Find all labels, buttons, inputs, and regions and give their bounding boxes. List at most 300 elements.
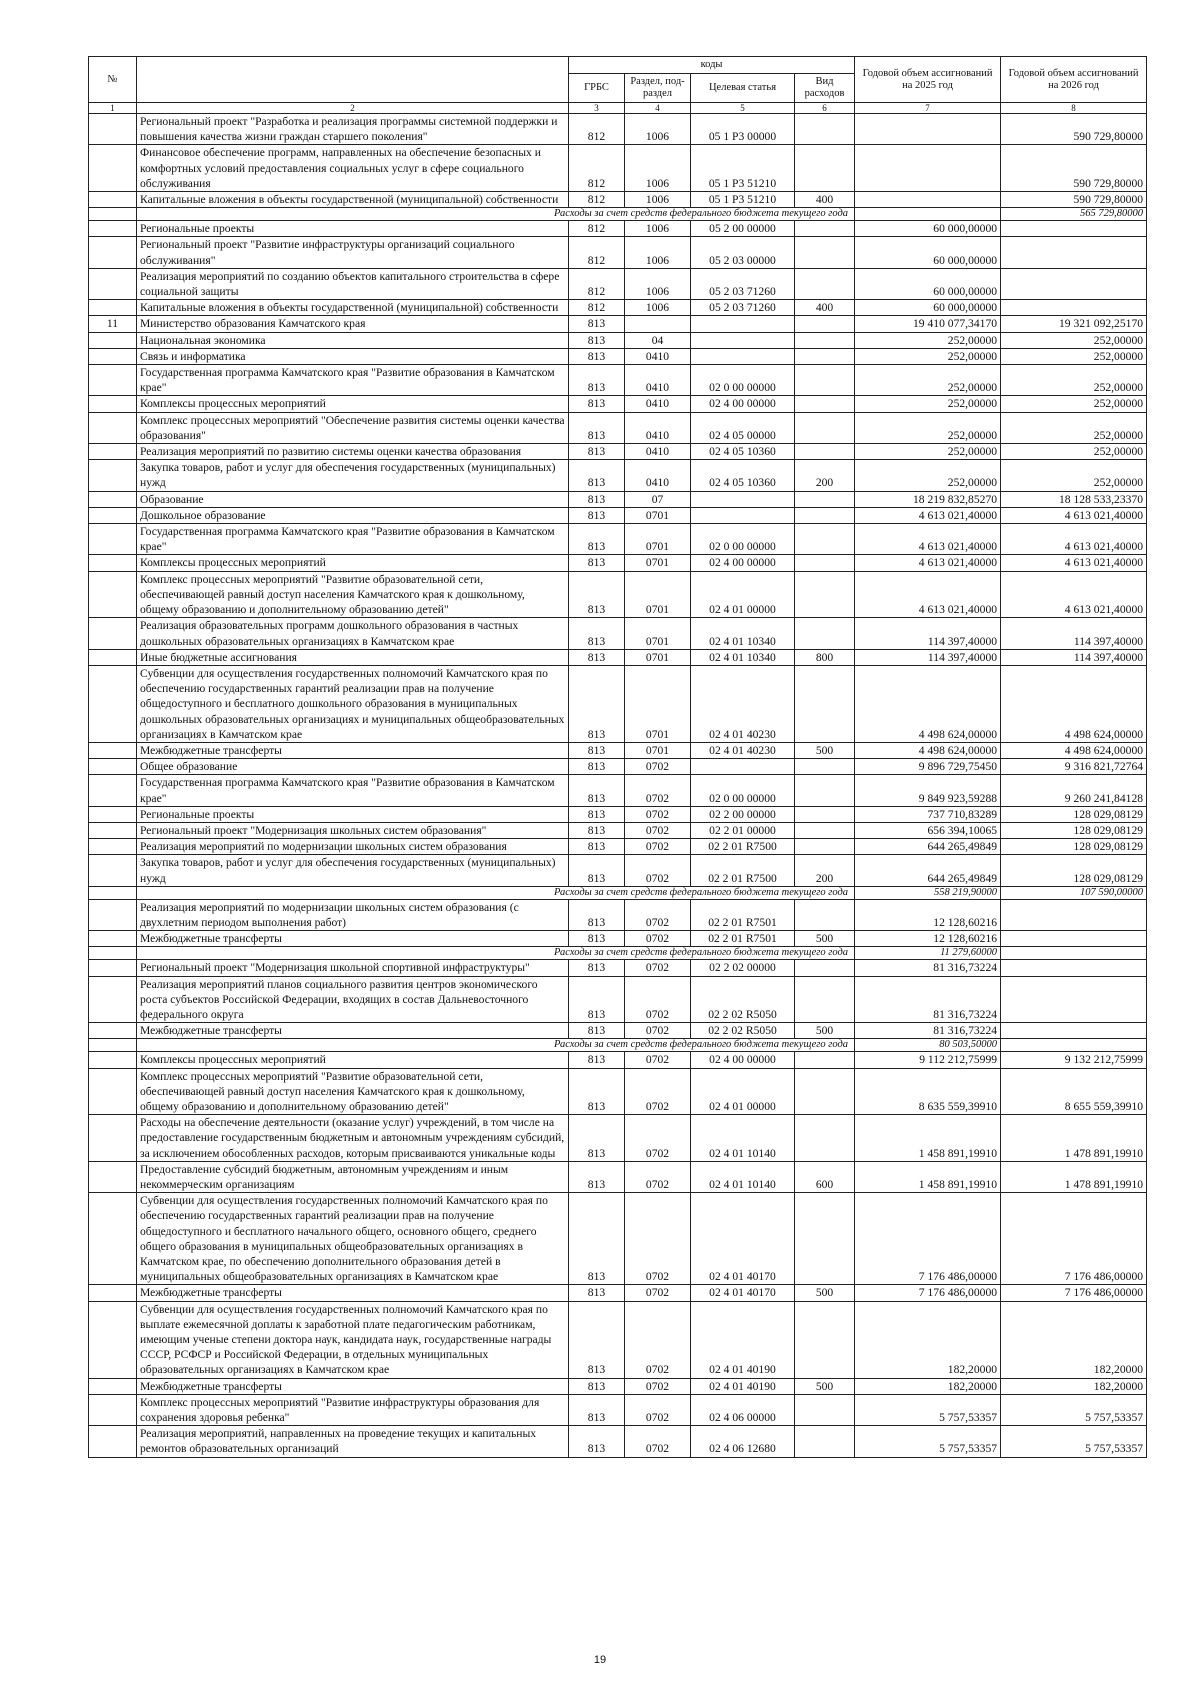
expense-name: Государственная программа Камчатского края "Развитие образования в Камчатском крае": [137, 524, 569, 555]
amount-2026: 19 321 092,25170: [1001, 316, 1147, 332]
column-index: 1: [89, 103, 137, 114]
column-index: 5: [691, 103, 795, 114]
grbs-code: 813: [569, 444, 625, 460]
expense-name: Межбюджетные трансферты: [137, 1285, 569, 1301]
expense-kind-code: [795, 145, 855, 192]
section-code: 0702: [625, 1378, 691, 1394]
row-number: [89, 976, 137, 1023]
note-label: Расходы за счет средств федерального бюджета текущего года: [137, 886, 855, 899]
amount-2026: 182,20000: [1001, 1301, 1147, 1378]
row-number: [89, 444, 137, 460]
page-number: 19: [593, 1654, 607, 1666]
expense-kind-code: [795, 618, 855, 649]
expense-kind-code: [795, 1052, 855, 1068]
grbs-code: 813: [569, 316, 625, 332]
grbs-code: 813: [569, 1426, 625, 1457]
section-code: 0702: [625, 1426, 691, 1457]
amount-2026: 128 029,08129: [1001, 822, 1147, 838]
table-row: [89, 1378, 1147, 1394]
header-section: Раздел, под-раздел: [625, 74, 691, 103]
amount-2026: 252,00000: [1001, 396, 1147, 412]
row-number: [89, 300, 137, 316]
grbs-code: 813: [569, 742, 625, 758]
section-code: 0702: [625, 775, 691, 806]
amount-2025: 1 458 891,19910: [855, 1161, 1001, 1192]
section-code: 0702: [625, 1052, 691, 1068]
amount-2026: [1001, 268, 1147, 299]
note-label: Расходы за счет средств федерального бюджета текущего года: [137, 1039, 855, 1052]
target-article-code: 05 2 03 00000: [691, 237, 795, 268]
row-number: [89, 839, 137, 855]
row-number: [89, 649, 137, 665]
section-code: 0702: [625, 960, 691, 976]
target-article-code: [691, 348, 795, 364]
expense-kind-code: 500: [795, 1023, 855, 1039]
table-row: [89, 332, 1147, 348]
section-code: 0410: [625, 460, 691, 491]
table-row: [89, 348, 1147, 364]
expense-name: Расходы на обеспечение деятельности (оказание услуг) учреждений, в том числе на предоставление государственным бюджетным и автономным учреждениям субсидий, за исключением обособленных расходов, которым присваиваются уникальные коды: [137, 1115, 569, 1162]
expense-kind-code: 500: [795, 931, 855, 947]
amount-2026: 114 397,40000: [1001, 618, 1147, 649]
expense-name: Закупка товаров, работ и услуг для обеспечения государственных (муниципальных) нужд: [137, 855, 569, 886]
section-code: 0410: [625, 365, 691, 396]
amount-2026: [1001, 960, 1147, 976]
target-article-code: 05 1 P3 51210: [691, 192, 795, 208]
row-number: [89, 806, 137, 822]
grbs-code: 812: [569, 221, 625, 237]
table-row: [89, 1394, 1147, 1425]
target-article-code: 02 2 01 00000: [691, 822, 795, 838]
target-article-code: 02 4 05 10360: [691, 444, 795, 460]
table-row: [89, 855, 1147, 886]
expense-kind-code: [795, 491, 855, 507]
federal-funds-note-row: [89, 947, 1147, 960]
section-code: 0701: [625, 524, 691, 555]
amount-2026: 4 613 021,40000: [1001, 507, 1147, 523]
section-code: 1006: [625, 192, 691, 208]
amount-2025: 81 316,73224: [855, 960, 1001, 976]
table-row: [89, 839, 1147, 855]
amount-2025: 7 176 486,00000: [855, 1285, 1001, 1301]
expense-kind-code: 500: [795, 1285, 855, 1301]
table-row: [89, 316, 1147, 332]
grbs-code: 813: [569, 960, 625, 976]
expense-name: Реализация мероприятий по модернизации школьных систем образования (с двухлетним периодом выполнения работ): [137, 899, 569, 930]
table-row: [89, 192, 1147, 208]
expense-kind-code: 600: [795, 1161, 855, 1192]
section-code: 0702: [625, 1115, 691, 1162]
federal-funds-note-row: [89, 886, 1147, 899]
table-row: [89, 507, 1147, 523]
row-number: [89, 365, 137, 396]
expense-name: Региональные проекты: [137, 806, 569, 822]
expense-name: Межбюджетные трансферты: [137, 931, 569, 947]
amount-2026: 128 029,08129: [1001, 839, 1147, 855]
amount-2025: 60 000,00000: [855, 300, 1001, 316]
row-number: [89, 886, 137, 899]
expense-name: Закупка товаров, работ и услуг для обеспечения государственных (муниципальных) нужд: [137, 460, 569, 491]
target-article-code: 02 4 01 10140: [691, 1115, 795, 1162]
amount-2026: 7 176 486,00000: [1001, 1193, 1147, 1285]
expense-name: Финансовое обеспечение программ, направленных на обеспечение безопасных и комфортных условий предоставления социальных услуг в сфере социального обслуживания: [137, 145, 569, 192]
table-row: [89, 759, 1147, 775]
expense-name: Комплекс процессных мероприятий "Развитие инфраструктуры образования для сохранения здоровья ребенка": [137, 1394, 569, 1425]
expense-kind-code: [795, 396, 855, 412]
amount-2025: 60 000,00000: [855, 237, 1001, 268]
target-article-code: 05 2 00 00000: [691, 221, 795, 237]
target-article-code: 02 2 02 R5050: [691, 976, 795, 1023]
grbs-code: 813: [569, 839, 625, 855]
expense-name: Государственная программа Камчатского края "Развитие образования в Камчатском крае": [137, 775, 569, 806]
table-row: [89, 806, 1147, 822]
grbs-code: 813: [569, 822, 625, 838]
amount-2026: 5 757,53357: [1001, 1394, 1147, 1425]
expense-kind-code: 200: [795, 460, 855, 491]
row-number: [89, 759, 137, 775]
expense-name: Комплекс процессных мероприятий "Развитие образовательной сети, обеспечивающей равный доступ населения Камчатского края к дошкольному, общему образованию и дополнительному образованию детей": [137, 571, 569, 618]
target-article-code: 02 4 01 10140: [691, 1161, 795, 1192]
row-number: [89, 268, 137, 299]
section-code: 1006: [625, 237, 691, 268]
expense-kind-code: [795, 268, 855, 299]
row-number: [89, 775, 137, 806]
row-number: [89, 960, 137, 976]
amount-2025: 252,00000: [855, 365, 1001, 396]
grbs-code: 812: [569, 268, 625, 299]
amount-2025: 252,00000: [855, 444, 1001, 460]
header-num: №: [89, 57, 137, 103]
row-number: [89, 1023, 137, 1039]
expense-name: Субвенции для осуществления государственных полномочий Камчатского края по обеспечению государственных гарантий реализации прав на получение общедоступного и бесплатного начального общего, основного общего, среднего общего образования в муниципальных общеобразовательных организациях в Камчатском крае, по обеспечению дополнительного образования детей в муниципальных общеобразовательных организациях в Камчатском крае: [137, 1193, 569, 1285]
column-index: 4: [625, 103, 691, 114]
amount-2026: 4 613 021,40000: [1001, 571, 1147, 618]
grbs-code: 813: [569, 507, 625, 523]
section-code: 07: [625, 491, 691, 507]
expense-kind-code: [795, 1394, 855, 1425]
amount-2026: 4 613 021,40000: [1001, 524, 1147, 555]
note-amount-2025: 80 503,50000: [855, 1039, 1001, 1052]
grbs-code: 812: [569, 114, 625, 145]
table-row: [89, 524, 1147, 555]
amount-2025: 18 219 832,85270: [855, 491, 1001, 507]
section-code: 0702: [625, 822, 691, 838]
amount-2026: 114 397,40000: [1001, 649, 1147, 665]
target-article-code: 02 4 01 40170: [691, 1193, 795, 1285]
table-row: [89, 976, 1147, 1023]
expense-kind-code: 500: [795, 742, 855, 758]
row-number: [89, 208, 137, 221]
note-label: Расходы за счет средств федерального бюджета текущего года: [137, 208, 855, 221]
target-article-code: [691, 316, 795, 332]
expense-name: Комплекс процессных мероприятий "Обеспечение развития системы оценки качества образования": [137, 412, 569, 443]
expense-name: Комплексы процессных мероприятий: [137, 1052, 569, 1068]
amount-2026: 590 729,80000: [1001, 145, 1147, 192]
table-row: [89, 444, 1147, 460]
section-code: 0701: [625, 742, 691, 758]
table-row: [89, 665, 1147, 742]
amount-2026: [1001, 976, 1147, 1023]
table-header: [89, 57, 1147, 114]
expense-name: Капитальные вложения в объекты государственной (муниципальной) собственности: [137, 192, 569, 208]
section-code: 0702: [625, 855, 691, 886]
target-article-code: [691, 491, 795, 507]
target-article-code: 02 4 01 10340: [691, 649, 795, 665]
amount-2026: [1001, 899, 1147, 930]
target-article-code: 05 1 P3 51210: [691, 145, 795, 192]
expense-kind-code: [795, 1193, 855, 1285]
target-article-code: 02 2 01 R7501: [691, 931, 795, 947]
grbs-code: 812: [569, 192, 625, 208]
expense-name: Комплексы процессных мероприятий: [137, 555, 569, 571]
row-number: [89, 1052, 137, 1068]
expense-name: Реализация мероприятий планов социального развития центров экономического роста субъектов Российской Федерации, входящих в состав Дальневосточного федерального округа: [137, 976, 569, 1023]
column-index-row: [89, 103, 1147, 114]
section-code: 0701: [625, 649, 691, 665]
amount-2026: 9 132 212,75999: [1001, 1052, 1147, 1068]
section-code: 0701: [625, 618, 691, 649]
target-article-code: 02 4 05 10360: [691, 460, 795, 491]
row-number: [89, 145, 137, 192]
grbs-code: 813: [569, 332, 625, 348]
table-row: [89, 571, 1147, 618]
section-code: 1006: [625, 114, 691, 145]
expense-kind-code: [795, 524, 855, 555]
table-row: [89, 268, 1147, 299]
expense-kind-code: 200: [795, 855, 855, 886]
grbs-code: 813: [569, 1068, 625, 1115]
amount-2026: [1001, 221, 1147, 237]
row-number: 11: [89, 316, 137, 332]
expense-kind-code: [795, 960, 855, 976]
grbs-code: 813: [569, 1115, 625, 1162]
expense-name: Региональный проект "Модернизация школьных систем образования": [137, 822, 569, 838]
grbs-code: 813: [569, 855, 625, 886]
row-number: [89, 618, 137, 649]
grbs-code: 813: [569, 1023, 625, 1039]
expense-name: Предоставление субсидий бюджетным, автономным учреждениям и иным некоммерческим организациям: [137, 1161, 569, 1192]
amount-2026: [1001, 1023, 1147, 1039]
amount-2025: 656 394,10065: [855, 822, 1001, 838]
grbs-code: 813: [569, 1394, 625, 1425]
grbs-code: 813: [569, 1301, 625, 1378]
expense-kind-code: [795, 775, 855, 806]
row-number: [89, 396, 137, 412]
table-row: [89, 365, 1147, 396]
table-row: [89, 1161, 1147, 1192]
amount-2025: 5 757,53357: [855, 1426, 1001, 1457]
section-code: 0701: [625, 665, 691, 742]
grbs-code: 813: [569, 976, 625, 1023]
amount-2026: 128 029,08129: [1001, 806, 1147, 822]
amount-2025: 252,00000: [855, 460, 1001, 491]
expense-kind-code: [795, 1426, 855, 1457]
expense-kind-code: [795, 114, 855, 145]
expense-name: Капитальные вложения в объекты государственной (муниципальной) собственности: [137, 300, 569, 316]
amount-2025: 12 128,60216: [855, 899, 1001, 930]
amount-2026: 128 029,08129: [1001, 855, 1147, 886]
row-number: [89, 555, 137, 571]
amount-2026: 590 729,80000: [1001, 114, 1147, 145]
header-name: [137, 57, 569, 103]
expense-kind-code: 400: [795, 192, 855, 208]
section-code: 0702: [625, 1161, 691, 1192]
target-article-code: 02 0 00 00000: [691, 365, 795, 396]
grbs-code: 813: [569, 396, 625, 412]
target-article-code: 02 4 01 40190: [691, 1301, 795, 1378]
expense-name: Реализация образовательных программ дошкольного образования в частных дошкольных образовательных организациях в Камчатском крае: [137, 618, 569, 649]
grbs-code: 813: [569, 460, 625, 491]
row-number: [89, 114, 137, 145]
expense-name: Региональный проект "Развитие инфраструктуры организаций социального обслуживания": [137, 237, 569, 268]
expense-kind-code: [795, 332, 855, 348]
row-number: [89, 332, 137, 348]
target-article-code: 02 4 01 00000: [691, 1068, 795, 1115]
row-number: [89, 221, 137, 237]
row-number: [89, 571, 137, 618]
grbs-code: 813: [569, 1052, 625, 1068]
amount-2026: 252,00000: [1001, 348, 1147, 364]
expense-name: Реализация мероприятий по модернизации школьных систем образования: [137, 839, 569, 855]
amount-2025: 114 397,40000: [855, 618, 1001, 649]
section-code: 0701: [625, 555, 691, 571]
expense-name: Комплексы процессных мероприятий: [137, 396, 569, 412]
amount-2025: 644 265,49849: [855, 839, 1001, 855]
expense-name: Межбюджетные трансферты: [137, 1023, 569, 1039]
expense-kind-code: 800: [795, 649, 855, 665]
amount-2025: 60 000,00000: [855, 221, 1001, 237]
amount-2025: 252,00000: [855, 396, 1001, 412]
header-codes: коды: [569, 57, 855, 74]
section-code: 0410: [625, 348, 691, 364]
expense-name: Национальная экономика: [137, 332, 569, 348]
target-article-code: 05 2 03 71260: [691, 300, 795, 316]
table-row: [89, 1023, 1147, 1039]
amount-2025: [855, 114, 1001, 145]
column-index: 7: [855, 103, 1001, 114]
note-amount-2025: 11 279,60000: [855, 947, 1001, 960]
row-number: [89, 1115, 137, 1162]
expense-name: Общее образование: [137, 759, 569, 775]
grbs-code: 813: [569, 806, 625, 822]
row-number: [89, 931, 137, 947]
section-code: 1006: [625, 221, 691, 237]
row-number: [89, 524, 137, 555]
expense-name: Субвенции для осуществления государственных полномочий Камчатского края по выплате ежемесячной доплаты к заработной плате педагогическим работникам, имеющим ученые степени доктора наук, кандидата наук, государственные награды СССР, РСФСР и Российской Федерации, в отдельных муниципальных образовательных организациях в Камчатском крае: [137, 1301, 569, 1378]
amount-2025: 4 613 021,40000: [855, 555, 1001, 571]
amount-2026: 182,20000: [1001, 1378, 1147, 1394]
section-code: 0410: [625, 396, 691, 412]
row-number: [89, 412, 137, 443]
amount-2026: 9 316 821,72764: [1001, 759, 1147, 775]
amount-2025: 12 128,60216: [855, 931, 1001, 947]
column-index: 8: [1001, 103, 1147, 114]
table-row: [89, 237, 1147, 268]
table-row: [89, 649, 1147, 665]
row-number: [89, 665, 137, 742]
table-row: [89, 1115, 1147, 1162]
amount-2025: [855, 145, 1001, 192]
target-article-code: 02 4 01 10340: [691, 618, 795, 649]
table-row: [89, 822, 1147, 838]
expense-name: Комплекс процессных мероприятий "Развитие образовательной сети, обеспечивающей равный доступ населения Камчатского края к дошкольному, общему образованию и дополнительному образованию детей": [137, 1068, 569, 1115]
section-code: 0702: [625, 806, 691, 822]
target-article-code: 02 2 01 R7500: [691, 855, 795, 886]
target-article-code: 02 4 00 00000: [691, 1052, 795, 1068]
row-number: [89, 460, 137, 491]
target-article-code: 02 2 02 00000: [691, 960, 795, 976]
target-article-code: 02 4 01 00000: [691, 571, 795, 618]
amount-2025: 182,20000: [855, 1378, 1001, 1394]
expense-name: Иные бюджетные ассигнования: [137, 649, 569, 665]
grbs-code: 813: [569, 491, 625, 507]
grbs-code: 813: [569, 899, 625, 930]
amount-2026: 252,00000: [1001, 365, 1147, 396]
note-amount-2026: 107 590,00000: [1001, 886, 1147, 899]
expense-name: Связь и информатика: [137, 348, 569, 364]
expense-kind-code: [795, 221, 855, 237]
row-number: [89, 237, 137, 268]
amount-2025: 1 458 891,19910: [855, 1115, 1001, 1162]
row-number: [89, 491, 137, 507]
row-number: [89, 1068, 137, 1115]
amount-2025: [855, 192, 1001, 208]
target-article-code: 02 4 01 40170: [691, 1285, 795, 1301]
amount-2025: 9 849 923,59288: [855, 775, 1001, 806]
amount-2025: 81 316,73224: [855, 1023, 1001, 1039]
amount-2025: 4 613 021,40000: [855, 524, 1001, 555]
amount-2026: 252,00000: [1001, 332, 1147, 348]
expense-kind-code: [795, 365, 855, 396]
amount-2025: 182,20000: [855, 1301, 1001, 1378]
header-kind: Вид расходов: [795, 74, 855, 103]
amount-2025: 252,00000: [855, 332, 1001, 348]
budget-sheet: [88, 56, 1146, 1458]
grbs-code: 813: [569, 524, 625, 555]
target-article-code: [691, 759, 795, 775]
budget-table: [88, 56, 1147, 1458]
note-amount-2026: 565 729,80000: [1001, 208, 1147, 221]
expense-kind-code: [795, 444, 855, 460]
amount-2025: 252,00000: [855, 348, 1001, 364]
table-body: [89, 114, 1147, 1458]
amount-2026: 590 729,80000: [1001, 192, 1147, 208]
table-row: [89, 1285, 1147, 1301]
column-index: 3: [569, 103, 625, 114]
target-article-code: 02 4 01 40230: [691, 742, 795, 758]
section-code: 0701: [625, 507, 691, 523]
section-code: 1006: [625, 300, 691, 316]
amount-2026: 5 757,53357: [1001, 1426, 1147, 1457]
expense-kind-code: [795, 348, 855, 364]
section-code: 0702: [625, 839, 691, 855]
target-article-code: 02 4 01 40230: [691, 665, 795, 742]
table-row: [89, 931, 1147, 947]
row-number: [89, 1426, 137, 1457]
table-row: [89, 300, 1147, 316]
row-number: [89, 1378, 137, 1394]
amount-2025: 19 410 077,34170: [855, 316, 1001, 332]
expense-name: Дошкольное образование: [137, 507, 569, 523]
expense-name: Межбюджетные трансферты: [137, 1378, 569, 1394]
expense-name: Межбюджетные трансферты: [137, 742, 569, 758]
grbs-code: 813: [569, 1378, 625, 1394]
expense-kind-code: 400: [795, 300, 855, 316]
target-article-code: 02 4 00 00000: [691, 396, 795, 412]
section-code: 0702: [625, 1285, 691, 1301]
section-code: 0702: [625, 1023, 691, 1039]
grbs-code: 813: [569, 571, 625, 618]
